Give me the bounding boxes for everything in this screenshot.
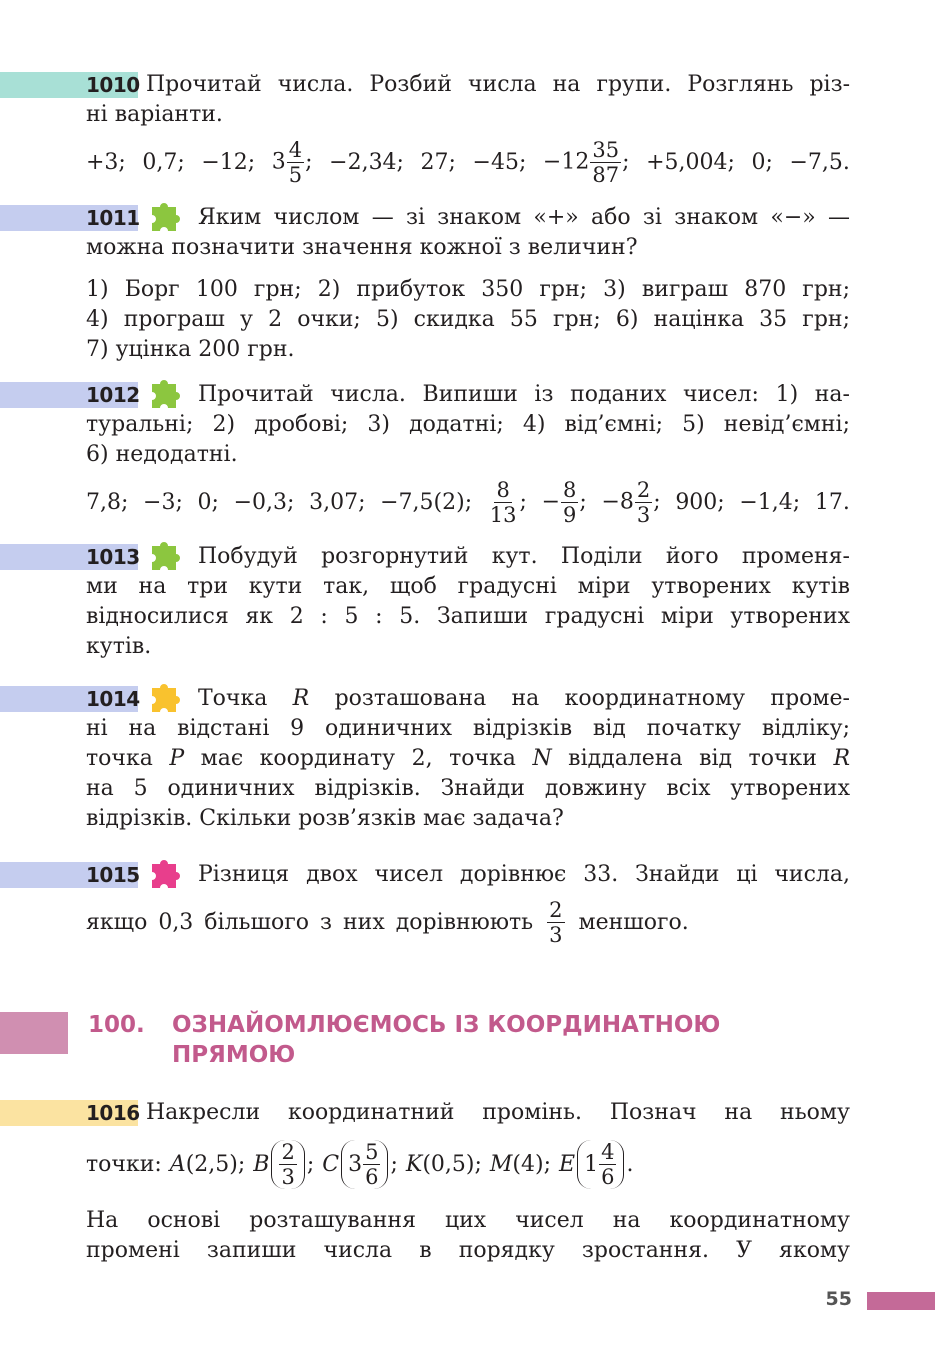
separator: ; [306, 1151, 315, 1177]
sign: − [541, 489, 560, 514]
denominator: 87 [592, 162, 620, 187]
mixed-number [272, 138, 313, 187]
number-item: −0,3; [233, 489, 295, 515]
task-1011-line-2: можна позначити значення кожної з величин? [86, 235, 638, 260]
numerator: 4 [288, 137, 303, 162]
task-1013-line-2: ми на три кути так, щоб градусні міри утворених кутів [86, 574, 850, 599]
fraction [547, 898, 564, 947]
fraction [287, 138, 304, 187]
denominator: 13 [489, 502, 517, 527]
denominator: 3 [549, 922, 563, 947]
section-number: 100. [88, 1012, 145, 1038]
puzzle-piece-green-icon [146, 197, 186, 237]
number-item: 7,8; [86, 489, 129, 515]
number-item: 3,07; [309, 489, 366, 515]
text-fragment: якщо 0,3 більшого з них дорівнюють [86, 909, 534, 935]
point-A: A [169, 1151, 186, 1177]
denominator: 3 [636, 502, 651, 527]
whole-part: 3 [348, 1151, 363, 1177]
point-B: B [253, 1151, 270, 1177]
number-item: −7,5. [789, 149, 850, 175]
task-1011-line-3: 1) Борг 100 грн; 2) прибуток 350 грн; 3) виграш 870 грн; [86, 277, 850, 302]
number-item: −3; [143, 489, 183, 515]
denominator: 9 [563, 502, 577, 527]
text-fragment: меншого. [578, 909, 689, 935]
point-K-value: (0,5); [422, 1151, 482, 1177]
task-1013-line-4: кутів. [86, 634, 152, 659]
text-fragment: має координату 2, точка [184, 746, 533, 771]
point-M: M [489, 1151, 513, 1177]
mixed-number [543, 138, 630, 187]
separator: ; [622, 149, 630, 174]
number-item: 0; [751, 149, 773, 175]
numerator: 2 [549, 897, 563, 922]
task-number-1015: 1015 [86, 863, 140, 887]
denominator: 6 [365, 1164, 379, 1189]
fraction [488, 478, 519, 527]
number-item: 0,7; [142, 149, 185, 175]
puzzle-piece-yellow-icon [146, 678, 186, 718]
number-item: 27; [420, 149, 456, 175]
point-E-value [577, 1140, 624, 1189]
text-fragment: віддалена від точки [551, 746, 834, 771]
whole-part: 3 [271, 149, 286, 174]
task-1012-line-3: 6) недодатні. [86, 442, 238, 467]
point-K: K [405, 1151, 423, 1177]
number-item: −1,4; [739, 489, 801, 515]
fraction-item [542, 478, 587, 527]
numerator: 8 [563, 477, 577, 502]
point-M-value: (4); [512, 1151, 551, 1177]
separator: ; [519, 489, 527, 514]
denominator: 6 [601, 1164, 615, 1189]
task-1016-line-4: промені запиши числа в порядку зростання. У якому [86, 1238, 850, 1263]
puzzle-piece-green-icon [146, 536, 186, 576]
point-P: P [169, 746, 185, 771]
task-number-1010: 1010 [86, 73, 140, 97]
point-B-value [271, 1140, 304, 1189]
whole-part: 1 [584, 1151, 599, 1177]
task-number-1014: 1014 [86, 687, 140, 711]
task-1014-line-3 [86, 744, 850, 774]
task-1014-line-2: ні на відстані 9 одиничних відрізків від початку відліку; [86, 716, 850, 741]
number-item: −2,34; [329, 149, 404, 175]
page-number: 55 [825, 1288, 852, 1310]
number-item: +5,004; [646, 149, 735, 175]
task-1015-line-1: Різниця двох чисел дорівнює 33. Знайди ці числа, [198, 862, 850, 887]
task-number-1011: 1011 [86, 206, 140, 230]
puzzle-piece-green-icon [146, 374, 186, 414]
text-fragment: точка [86, 746, 170, 771]
task-1012-line-2: туральні; 2) дробові; 3) додатні; 4) від’ємні; 5) невід’ємні; [86, 412, 850, 437]
separator: ; [305, 149, 313, 174]
point-E: E [559, 1151, 576, 1177]
number-item: +3; [86, 149, 126, 175]
end-dot: . [626, 1151, 634, 1177]
point-N: N [532, 746, 552, 771]
task-1014-line-1 [198, 684, 850, 714]
point-C-value [341, 1140, 388, 1189]
number-item: −7,5(2); [380, 489, 473, 515]
fraction-item [487, 478, 527, 527]
task-1012-line-1: Прочитай числа. Випиши із поданих чисел: 1) на- [198, 382, 850, 407]
denominator: 3 [281, 1164, 295, 1189]
task-1016-line-1: Накресли координатний промінь. Познач на ньому [146, 1100, 850, 1125]
task-1010-numbers [86, 132, 850, 192]
text-fragment: точки: [86, 1151, 162, 1177]
fraction [590, 138, 621, 187]
number-item: 17. [814, 489, 850, 515]
whole-part: −12 [542, 149, 590, 174]
whole-part: −8 [601, 489, 634, 514]
fraction [561, 478, 578, 527]
task-number-1016: 1016 [86, 1101, 140, 1125]
fraction [635, 478, 652, 527]
numerator: 35 [592, 137, 620, 162]
task-1013-line-3: відносилися як 2 : 5 : 5. Запиши градусні міри утворених [86, 604, 850, 629]
point-A-value: (2,5); [185, 1151, 246, 1177]
section-title [172, 1010, 720, 1070]
denominator: 5 [288, 162, 303, 187]
separator: ; [579, 489, 587, 514]
numerator: 2 [281, 1139, 295, 1164]
task-number-1012: 1012 [86, 383, 140, 407]
fraction [363, 1140, 380, 1189]
numerator: 8 [496, 477, 510, 502]
task-1011-line-5: 7) уцінка 200 грн. [86, 337, 295, 362]
puzzle-piece-pink-icon [146, 854, 186, 894]
text-fragment: розташована на координатному проме- [309, 686, 850, 711]
section-bar [0, 1012, 68, 1054]
number-item: −45; [472, 149, 527, 175]
task-1011-line-4: 4) програш у 2 очки; 5) скидка 55 грн; 6) націнка 35 грн; [86, 307, 850, 332]
separator: ; [653, 489, 661, 514]
task-1016-line-3: На основі розташування цих чисел на координатному [86, 1208, 850, 1233]
task-1016-points [86, 1132, 850, 1196]
task-number-1013: 1013 [86, 545, 140, 569]
point-R: R [292, 686, 310, 711]
numerator: 4 [601, 1139, 615, 1164]
point-R: R [833, 746, 851, 771]
number-item: −12; [201, 149, 256, 175]
task-1010-line-1: Прочитай числа. Розбий числа на групи. Розглянь різ- [146, 72, 850, 97]
section-title-line-1: ОЗНАЙОМЛЮЄМОСЬ ІЗ КООРДИНАТНОЮ [172, 1012, 721, 1038]
page-number-bar [867, 1292, 935, 1310]
section-title-line-2: ПРЯМОЮ [172, 1042, 296, 1068]
task-1011-line-1: Яким числом — зі знаком «+» або зі знаком «−» — [198, 205, 850, 230]
task-1014-line-5: відрізків. Скільки розв’язків має задача? [86, 806, 564, 831]
fraction [279, 1140, 296, 1189]
separator: ; [390, 1151, 398, 1177]
fraction [599, 1140, 616, 1189]
task-1010-line-2: ні варіанти. [86, 102, 223, 127]
mixed-number [601, 478, 660, 527]
task-1014-line-4: на 5 одиничних відрізків. Знайди довжину всіх утворених [86, 776, 850, 801]
numerator: 2 [636, 477, 651, 502]
task-1012-numbers [86, 472, 850, 532]
number-item: 0; [197, 489, 219, 515]
text-fragment: Точка [198, 686, 293, 711]
number-item: 900; [675, 489, 725, 515]
point-C: C [322, 1151, 340, 1177]
numerator: 5 [365, 1139, 379, 1164]
task-1015-line-2 [86, 892, 850, 952]
task-1013-line-1: Побудуй розгорнутий кут. Поділи його променя- [198, 544, 850, 569]
